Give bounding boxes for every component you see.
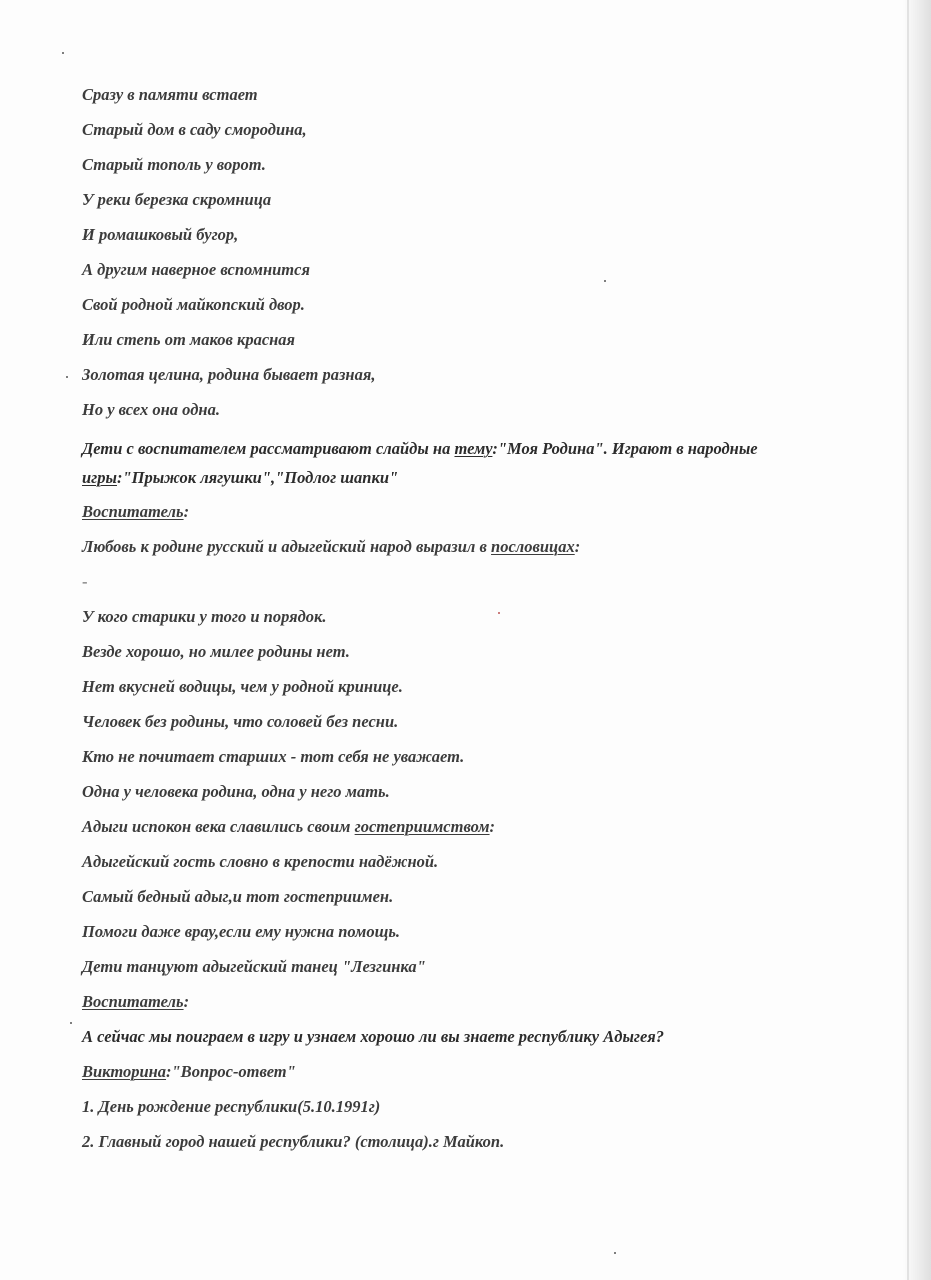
slides-text-b: :"Моя Родина". Играют в народные: [492, 439, 758, 458]
proverbs-intro: [82, 536, 822, 558]
scan-speck: [614, 1252, 616, 1254]
poem-line: Но у всех она одна.: [82, 400, 220, 419]
dash: -: [82, 572, 88, 591]
slides-tema: тему: [454, 439, 493, 458]
hospitality-intro-text: Адыги испокон века славились своим: [82, 817, 355, 836]
hospitality-saying: Помоги даже врау,если ему нужна помощь.: [82, 922, 401, 941]
hospitality-saying: Адыгейский гость словно в крепости надёжной.: [82, 852, 439, 871]
poem-line: А другим наверное вспомнится: [82, 260, 310, 279]
poem-line: Старый дом в саду смородина,: [82, 120, 307, 139]
slides-paragraph: [82, 434, 822, 492]
scan-speck: [66, 376, 68, 378]
proverb: Нет вкусней водицы, чем у родной кринице.: [82, 677, 403, 696]
dash-line: [82, 571, 822, 593]
game-line: А сейчас мы поиграем в игру и узнаем хорошо ли вы знаете республику Адыгея?: [82, 1027, 665, 1046]
hospitality-intro: [82, 816, 822, 838]
colon: :: [489, 817, 496, 836]
poem-line: Старый тополь у ворот.: [82, 155, 266, 174]
quiz-word: Викторина: [82, 1062, 167, 1081]
proverb: У кого старики у того и порядок.: [82, 607, 327, 626]
proverbs-word: пословицах: [491, 537, 575, 556]
proverb: Везде хорошо, но милее родины нет.: [82, 642, 350, 661]
speaker-label: [82, 991, 822, 1013]
poem-line: Сразу в памяти встает: [82, 85, 258, 104]
quiz-question: 1. День рождение республики(5.10.1991г): [82, 1097, 381, 1116]
poem-line: И ромашковый бугор,: [82, 225, 239, 244]
proverbs-intro-text: Любовь к родине русский и адыгейский народ выразил в: [82, 537, 492, 556]
hospitality-saying: Самый бедный адыг,и тот гостеприимен.: [82, 887, 394, 906]
proverb: Одна у человека родина, одна у него мать.: [82, 782, 390, 801]
slides-igry: игры: [82, 468, 117, 487]
poem-line: Свой родной майкопский двор.: [82, 295, 305, 314]
quiz-title: [82, 1061, 822, 1083]
slides-text-a: Дети с воспитателем рассматривают слайды на: [82, 439, 455, 458]
proverb: Человек без родины, что соловей без песни.: [82, 712, 399, 731]
proverb: Кто не почитает старших - тот себя не уважает.: [82, 747, 465, 766]
colon: :: [183, 992, 190, 1011]
quiz-rest: :"Вопрос-ответ": [166, 1062, 296, 1081]
teacher-label: Воспитатель: [82, 992, 184, 1011]
scan-speck: [70, 1022, 72, 1024]
quiz-question: 2. Главный город нашей республики? (столица).г Майкоп.: [82, 1132, 505, 1151]
document-body: [82, 84, 822, 1166]
teacher-label: Воспитатель: [82, 502, 184, 521]
scan-edge-line: [907, 0, 909, 1280]
colon: :: [574, 537, 581, 556]
poem-line: У реки березка скромница: [82, 190, 272, 209]
speaker-label: [82, 501, 822, 523]
poem-line: Золотая целина, родина бывает разная,: [82, 365, 376, 384]
slides-text-c: :"Прыжок лягушки","Подлог шапки": [116, 468, 399, 487]
scan-speck: [62, 52, 64, 54]
dance-line: Дети танцуют адыгейский танец "Лезгинка": [82, 957, 426, 976]
hospitality-word: гостеприимством: [354, 817, 490, 836]
poem-line: Или степь от маков красная: [82, 330, 296, 349]
colon: :: [183, 502, 190, 521]
